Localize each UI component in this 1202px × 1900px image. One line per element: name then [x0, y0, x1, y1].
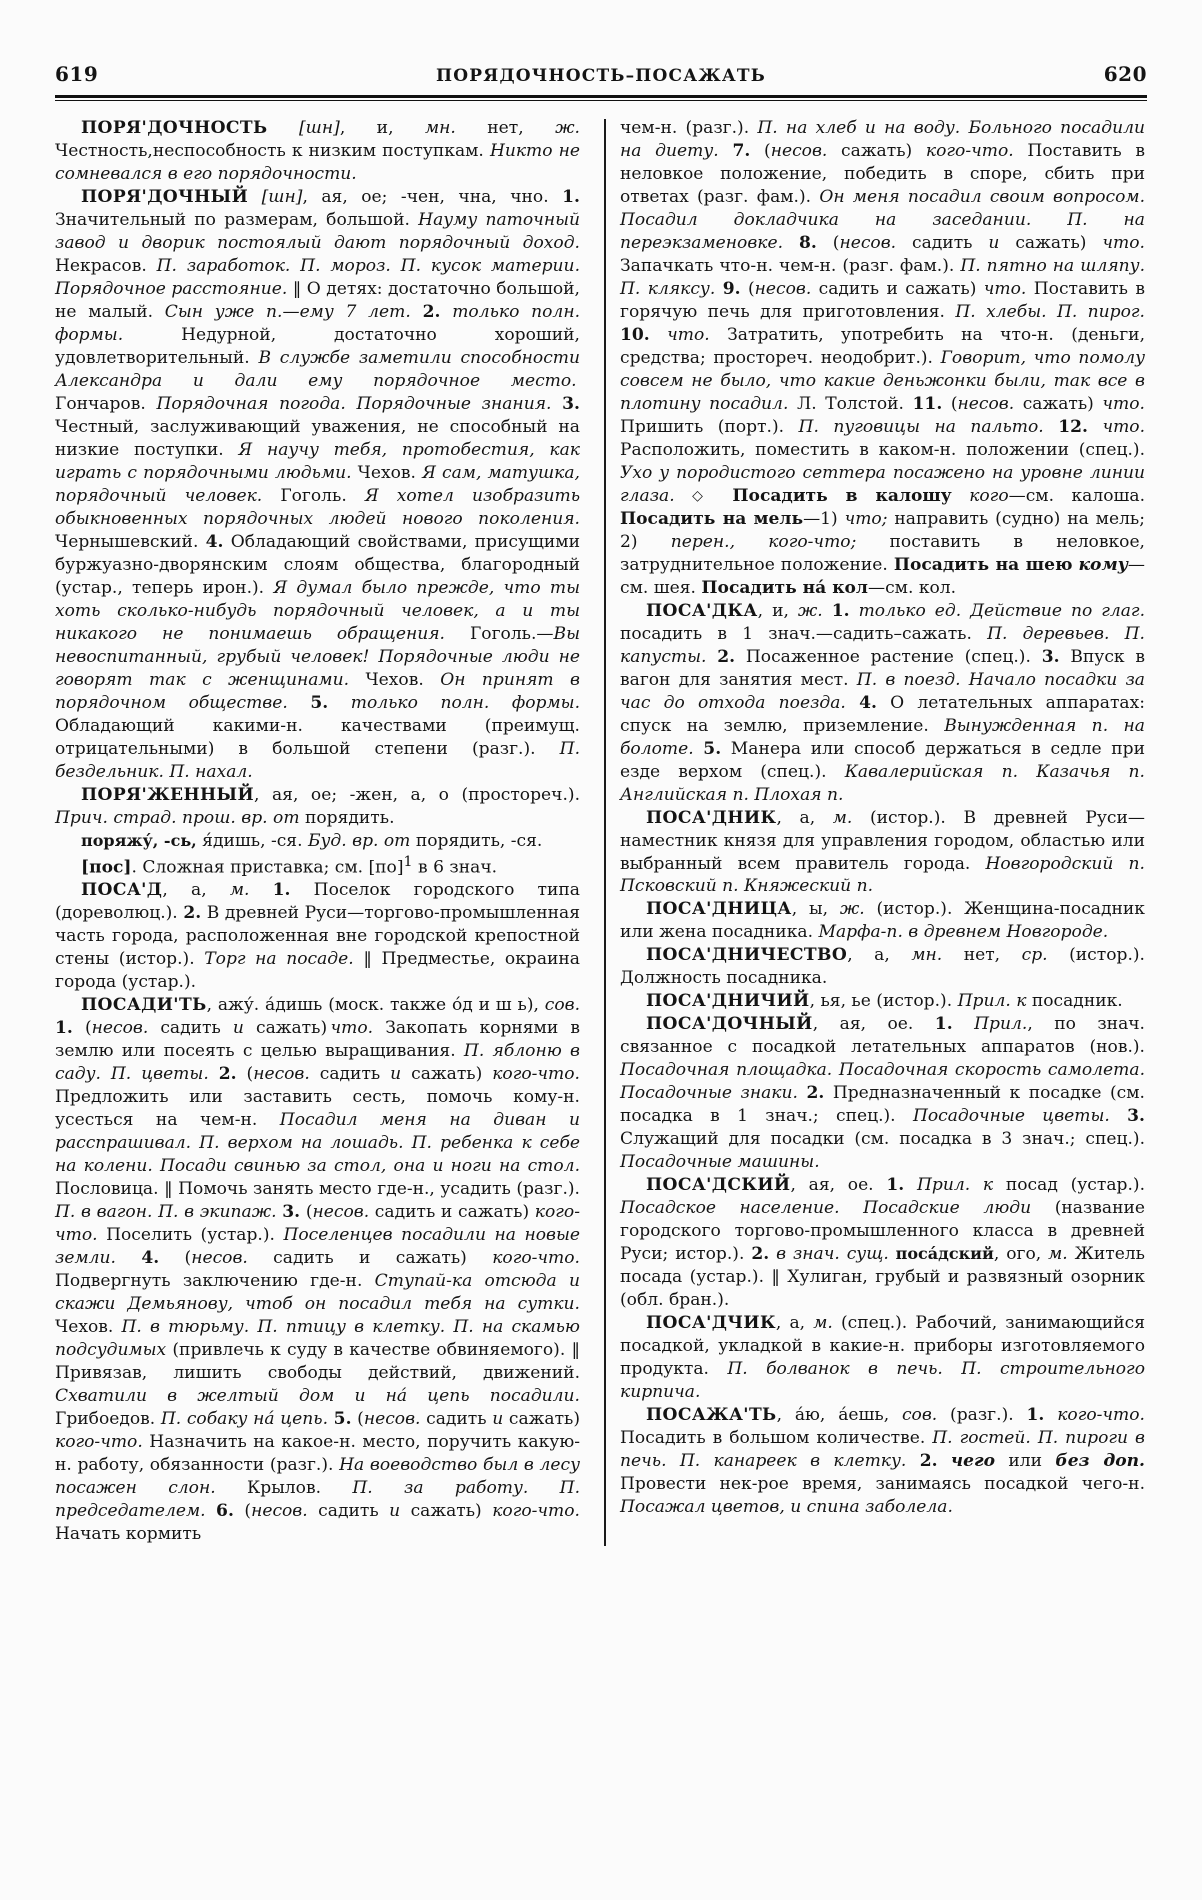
dictionary-entry: ПОСА'ДНИЦА, ы, ж. (истор.). Женщина-посадник или жена посадника. Марфа-п. в древнем Новгороде.	[620, 899, 1145, 943]
right-column	[620, 117, 1145, 1546]
running-title: ПОРЯДОЧНОСТЬ–ПОСАЖАТЬ	[436, 66, 766, 86]
dictionary-entry: ПОСАДИ'ТЬ, ажу́. а́дишь (моск. также о́д и ш ь), сов. 1. (несов. садить и сажать) что. Закопать корнями в землю или посеять с целью выращивания. П. яблоню в саду. П. цветы. 2. (несов. садить и сажать) кого-что. Предложить или заставить сесть, помочь кому-н. усесться на чем-н. Посадил меня на диван и расспрашивал. П. верхом на лошадь. П. ребенка к себе на колени. Посади свинью за стол, она и ноги на стол. Пословица. ‖ Помочь занять место где-н., усадить (разг.). П. в вагон. П. в экипаж. 3. (несов. садить и сажать) кого-что. Поселить (устар.). Поселенцев посадили на новые земли. 4. (несов. садить и сажать) кого-что. Подвергнуть заключению где-н. Ступай-ка отсюда и скажи Демьянову, чтоб он посадил тебя на сутки. Чехов. П. в тюрьму. П. птицу в клетку. П. на скамью подсудимых (привлечь к суду в качестве обвиняемого). ‖ Привязав, лишить свободы действий, движений. Схватили в желтый дом и на́ цепь посадили. Грибоедов. П. собаку на́ цепь. 5. (несов. садить и сажать) кого-что. Назначить на какое-н. место, поручить какую-н. работу, обязанности (разг.). На воеводство был в лесу посажен слон. Крылов. П. за работу. П. председателем. 6. (несов. садить и сажать) кого-что. Начать кормить	[55, 995, 581, 1544]
column-divider	[604, 119, 606, 1546]
running-head	[55, 62, 1147, 86]
dictionary-entry: поряжу́, -сь, я́дишь, -ся. Буд. вр. от порядить, -ся.	[81, 830, 543, 851]
dictionary-entry: ПОРЯ'ЖЕННЫЙ, ая, ое; -жен, а, о (простореч.). Прич. страд. прош. вр. от порядить.	[55, 784, 580, 828]
dictionary-entry: ПОСА'ДНИЧЕСТВО, а, мн. нет, ср. (истор.). Должность посадника.	[620, 945, 1145, 989]
left-column	[55, 117, 590, 1546]
dictionary-entry: ПОСА'Д, а, м. 1. Поселок городского типа (дореволюц.). 2. В древней Руси—торгово-промышленная часть города, расположенная вне городской крепостной стены (истор.). Торг на посаде. ‖ Предместье, окраина города (устар.).	[55, 880, 581, 993]
dictionary-entry: ПОСА'ДНИЧИЙ, ья, ье (истор.). Прил. к посадник.	[646, 991, 1123, 1012]
dictionary-entry: ПОСА'ДОЧНЫЙ, ая, ое. 1. Прил., по знач. связанное с посадкой летательных аппаратов (нов.). Посадочная площадка. Посадочная скорость самолета. Посадочные знаки. 2. Предназначенный к посадке (см. посадка в 1 знач.; спец.). Посадочные цветы. 3. Служащий для посадки (см. посадка в 3 знач.; спец.). Посадочные машины.	[620, 1014, 1146, 1173]
folio-right: 620	[1103, 62, 1147, 86]
column-container	[55, 117, 1147, 1546]
dictionary-entry: ПОСА'ДКА, и, ж. 1. только ед. Действие по глаг. посадить в 1 знач.—садить–сажать. П. деревьев. П. капусты. 2. Посаженное растение (спец.). 3. Впуск в вагон для занятия мест. П. в поезд. Начало посадки за час до отхода поезда. 4. О летательных аппаратах: спуск на землю, приземление. Вынужденная п. на болоте. 5. Манера или способ держаться в седле при езде верхом (спец.). Кавалерийская п. Казачья п. Английская п. Плохая п.	[620, 600, 1146, 805]
dictionary-entry: ПОСА'ДСКИЙ, ая, ое. 1. Прил. к посад (устар.). Посадское население. Посадские люди (название городского торгово-промышленного класса в древней Руси; истор.). 2. в знач. сущ. поса́дский, ого, м. Житель посада (устар.). ‖ Хулиган, грубый и развязный озорник (обл. бран.).	[620, 1175, 1146, 1311]
dictionary-entry: ПОРЯ'ДОЧНЫЙ [шн], ая, ое; -чен, чна, чно. 1. Значительный по размерам, большой. Науму паточный завод и дворик постоялый дают порядочный доход. Некрасов. П. заработок. П. мороз. П. кусок материи. Порядочное расстояние. ‖ О детях: достаточно большой, не малый. Сын уже п.—ему 7 лет. 2. только полн. формы. Недурной, достаточно хороший, удовлетворительный. В службе заметили способности Александра и дали ему порядочное место. Гончаров. Порядочная погода. Порядочные знания. 3. Честный, заслуживающий уважения, не способный на низкие поступки. Я научу тебя, протобестия, как играть с порядочными людьми. Чехов. Я сам, матушка, порядочный человек. Гоголь. Я хотел изобразить обыкновенных порядочных людей нового поколения. Чернышевский. 4. Обладающий свойствами, присущими буржуазно-дворянским слоям общества, благородный (устар., теперь ирон.). Я думал было прежде, что ты хоть сколько-нибудь порядочный человек, а и ты никакого не понимаешь обращения. Гоголь.—Вы невоспитанный, грубый человек! Порядочные люди не говорят так с женщинами. Чехов. Он принят в порядочном обществе. 5. только полн. формы. Обладающий какими-н. качествами (преимущ. отрицательными) в большой степени (разг.). П. бездельник. П. нахал.	[55, 186, 581, 782]
dictionary-entry: ПОСАЖА'ТЬ, а́ю, а́ешь, сов. (разг.). 1. кого-что. Посадить в большом количестве. П. гостей. П. пироги в печь. П. канареек в клетку. 2. чего или без доп. Провести нек-рое время, занимаясь посадкой чего-н. Посажал цветов, и спина заболела.	[620, 1405, 1146, 1518]
dictionary-entry: ПОРЯ'ДОЧНОСТЬ [шн], и, мн. нет, ж. Честность,неспособность к низким поступкам. Никто не сомневался в его порядочности.	[55, 118, 580, 184]
dictionary-entry: [пос]. Сложная приставка; см. [по]$^1$ в 6 знач.	[81, 853, 498, 878]
page-content	[55, 62, 1147, 1546]
header-rule	[55, 95, 1147, 101]
dictionary-entry: ПОСА'ДНИК, а, м. (истор.). В древней Руси—наместник князя для управления городом, областью или выбранный всем правитель города. Новгородский п. Псковский п. Княжеский п.	[620, 807, 1145, 897]
entry-continuation: чем-н. (разг.). П. на хлеб и на воду. Больного посадили на диету. 7. (несов. сажать) кого-что. Поставить в неловкое положение, победить в споре, сбить при ответах (разг. фам.). Он меня посадил своим вопросом. Посадил докладчика на заседании. П. на переэкзаменовке. 8. (несов. садить и сажать) что. Запачкать что-н. чем-н. (разг. фам.). П. пятно на шляпу. П. кляксу. 9. (несов. садить и сажать) что. Поставить в горячую печь для приготовления. П. хлебы. П. пирог. 10. что. Затратить, употребить на что-н. (деньги, средства; простореч. неодобрит.). Говорит, что помолу совсем не было, что какие деньжонки были, так все в плотину посадил. Л. Толстой. 11. (несов. сажать) что. Пришить (порт.). П. пуговицы на пальто. 12. что. Расположить, поместить в каком-н. положении (спец.). Ухо у породистого сеттера посажено на уровне линии глаза. ◇ Посадить в калошу кого—см. калоша. Посадить на мель—1) что; направить (судно) на мель; 2) перен., кого-что; поставить в неловкое, затруднительное положение. Посадить на шею кому—см. шея. Посадить на́ кол—см. кол.	[620, 118, 1146, 598]
folio-left: 619	[55, 62, 99, 86]
dictionary-entry: ПОСА'ДЧИК, а, м. (спец.). Рабочий, занимающийся посадкой, укладкой в какие-н. приборы изготовляемого продукта. П. болванок в печь. П. строительного кирпича.	[620, 1313, 1145, 1403]
